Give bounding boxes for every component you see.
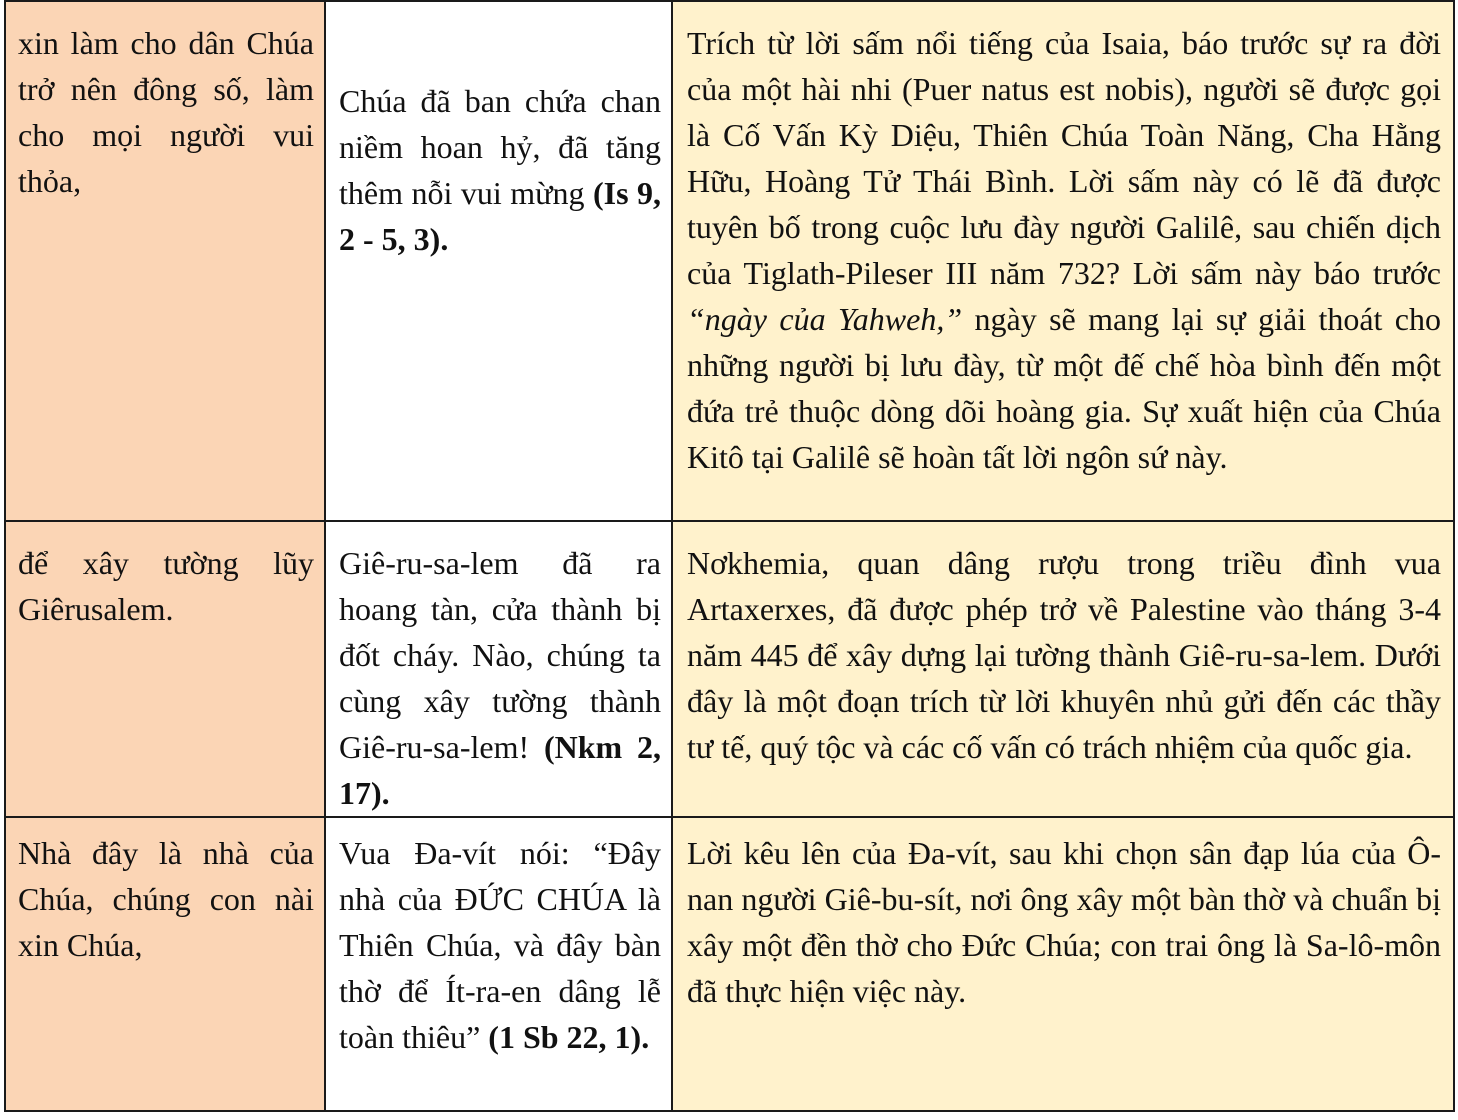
scripture-quote: Vua Đa-vít nói: “Đây nhà của ĐỨC CHÚA là Thiên Chúa, và đây bàn thờ để Ít-ra-en dâng lễ toàn thiêu”: [339, 835, 661, 1055]
scripture-text: [326, 2, 671, 262]
table-row: [5, 817, 1454, 1111]
commentary-part: Trích từ lời sấm nổi tiếng của Isaia, báo trước sự ra đời của một hài nhi (Puer natus est nobis), người sẽ được gọi là Cố Vấn Kỳ Diệu, Thiên Chúa Toàn Năng, Cha Hằng Hữu, Hoàng Tử Thái Bình. Lời sấm này có lẽ đã được tuyên bố trong cuộc lưu đày người Galilê, sau chiến dịch của Tiglath-Pileser III năm 732? Lời sấm này báo trước: [687, 25, 1441, 291]
table-row: [5, 521, 1454, 817]
scripture-cell: [325, 817, 672, 1111]
commentary-text: Lời kêu lên của Đa-vít, sau khi chọn sân đạp lúa của Ô-nan người Giê-bu-sít, nơi ông xây một bàn thờ và chuẩn bị xây một đền thờ cho Đức Chúa; con trai ông là Sa-lô-môn đã thực hiện việc này.: [687, 835, 1441, 1009]
scripture-cell: [325, 521, 672, 817]
commentary-part: ngày sẽ mang lại sự giải thoát cho những người bị lưu đày, từ một đế chế hòa bình đến một đứa trẻ thuộc dòng dõi hoàng gia. Sự xuất hiện của Chúa Kitô tại Galilê sẽ hoàn tất lời ngôn sứ này.: [687, 301, 1442, 475]
prayer-phrase: Nhà đây là nhà của Chúa, chúng con nài xin Chúa,: [18, 835, 314, 963]
scripture-quote: Giê-ru-sa-lem đã ra hoang tàn, cửa thành bị đốt cháy. Nào, chúng ta cùng xây tường thành Giê-ru-sa-lem!: [339, 545, 661, 765]
prayer-phrase-cell: [5, 521, 325, 817]
scripture-reference: (Is 9, 2 - 5, 3).: [339, 175, 662, 257]
table-row: [5, 1, 1454, 521]
commentary-italic: “ngày của Yahweh,”: [687, 301, 963, 337]
scripture-reference: (Nkm 2, 17).: [339, 729, 661, 811]
commentary-cell: [672, 1, 1454, 521]
commentary-text: Nơkhemia, quan dâng rượu trong triều đình vua Artaxerxes, đã được phép trở về Palestine vào tháng 3-4 năm 445 để xây dựng lại tường thành Giê-ru-sa-lem. Dưới đây là một đoạn trích từ lời khuyên nhủ gửi đến các thầy tư tế, quý tộc và các cố vấn có trách nhiệm của quốc gia.: [687, 545, 1441, 765]
scripture-quote: Chúa đã ban chứa chan niềm hoan hỷ, đã tăng thêm nỗi vui mừng: [339, 83, 661, 211]
prayer-phrase: xin làm cho dân Chúa trở nên đông số, làm cho mọi người vui thỏa,: [18, 25, 314, 199]
commentary-cell: [672, 521, 1454, 817]
prayer-phrase: để xây tường lũy Giêrusalem.: [18, 545, 314, 627]
prayer-phrase-cell: [5, 1, 325, 521]
scripture-reference: (1 Sb 22, 1).: [488, 1019, 650, 1055]
commentary-text: [673, 2, 1453, 480]
scripture-cell: [325, 1, 672, 521]
commentary-cell: [672, 817, 1454, 1111]
scripture-text: [326, 818, 671, 1060]
commentary-table: [4, 0, 1455, 1112]
prayer-phrase-cell: [5, 817, 325, 1111]
scripture-text: [326, 522, 671, 816]
